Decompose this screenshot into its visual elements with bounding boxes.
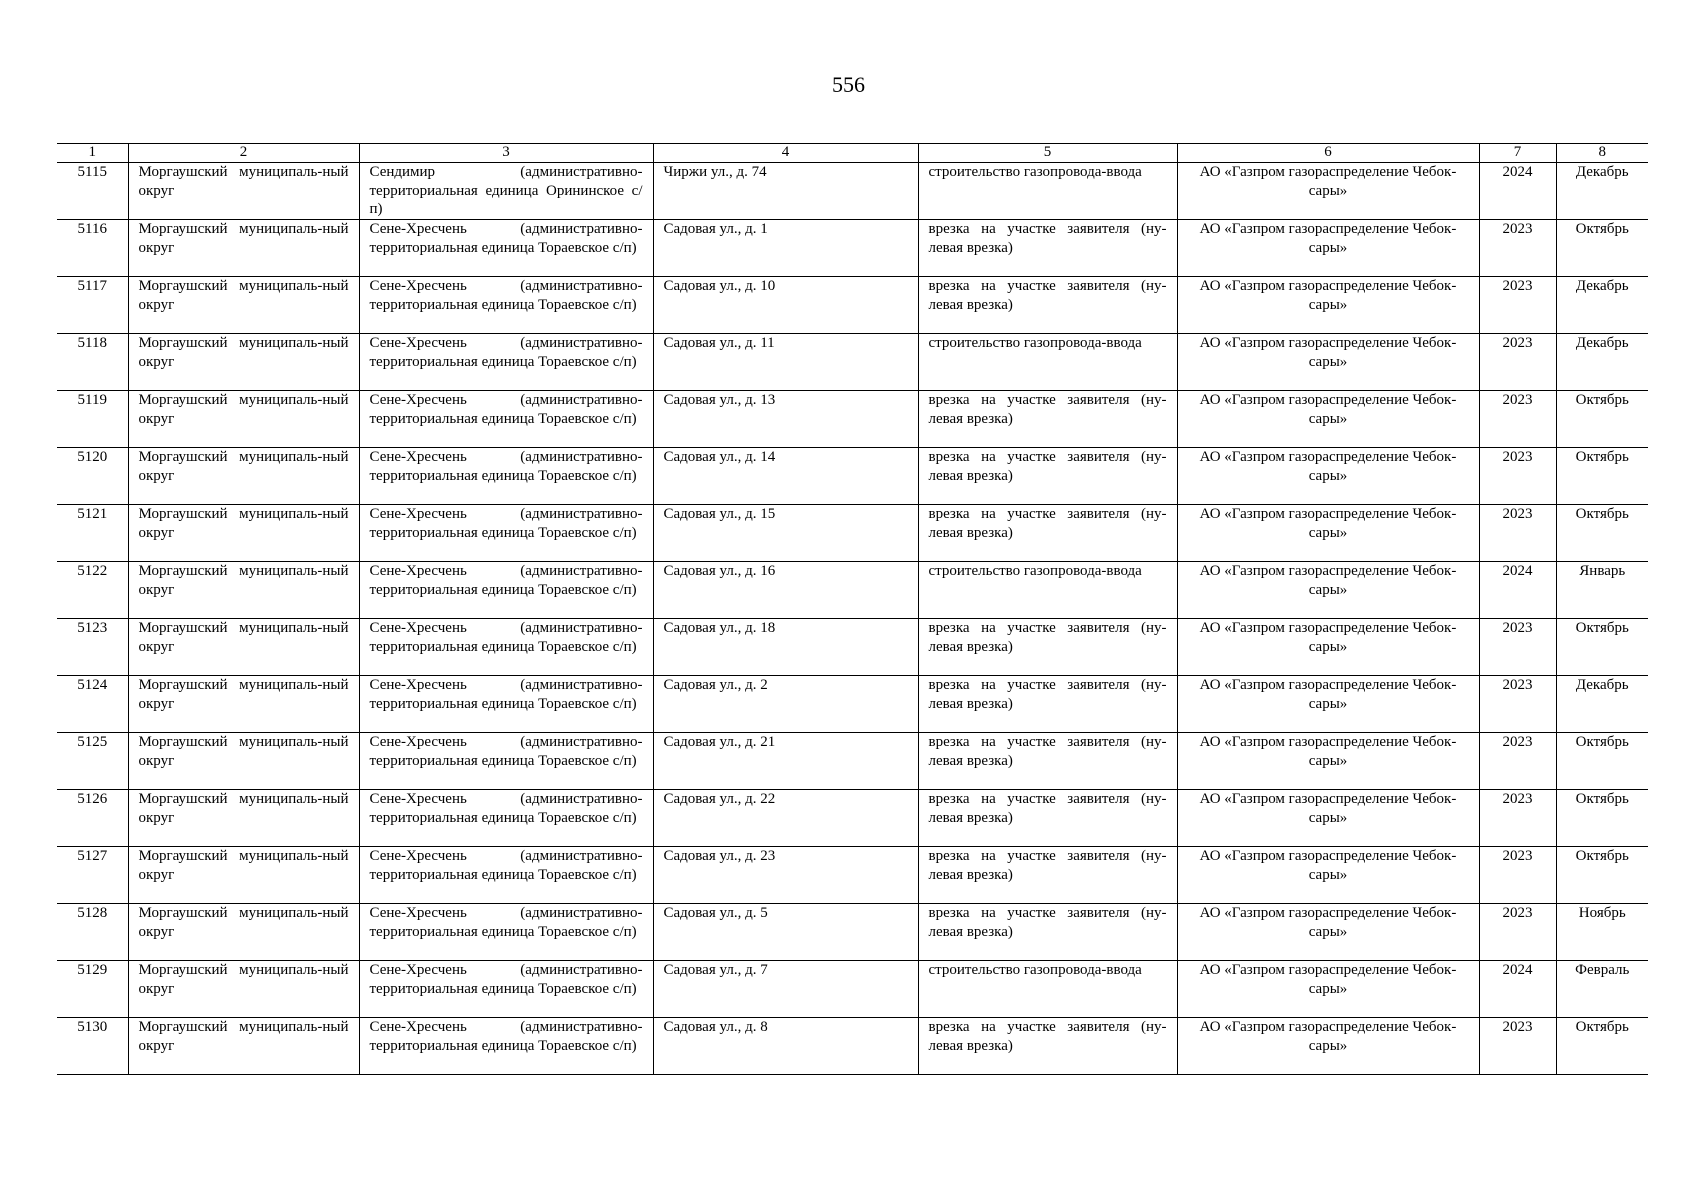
work-type-cell: врезка на участке заявителя (ну-левая врезка) (918, 676, 1177, 733)
month-cell: Декабрь (1556, 676, 1648, 733)
address-cell: Садовая ул., д. 23 (653, 847, 918, 904)
month-cell: Октябрь (1556, 619, 1648, 676)
district-cell: Моргаушский муниципаль-ный округ (128, 562, 359, 619)
column-header: 4 (653, 144, 918, 163)
table-row (57, 733, 1648, 790)
district-cell: Моргаушский муниципаль-ный округ (128, 277, 359, 334)
company-cell: АО «Газпром газораспределение Чебок-сары» (1177, 391, 1479, 448)
locality-cell: Сене-Хресчень (административно-территориальная единица Тораевское с/п) (359, 220, 653, 277)
company-cell: АО «Газпром газораспределение Чебок-сары» (1177, 505, 1479, 562)
month-cell: Октябрь (1556, 790, 1648, 847)
table-row (57, 334, 1648, 391)
work-type-cell: врезка на участке заявителя (ну-левая врезка) (918, 847, 1177, 904)
district-cell: Моргаушский муниципаль-ный округ (128, 220, 359, 277)
locality-cell: Сендимир (административно-территориальная единица Орининское с/п) (359, 163, 653, 220)
row-number-cell: 5115 (57, 163, 128, 220)
table-row (57, 619, 1648, 676)
work-type-cell: строительство газопровода-ввода (918, 163, 1177, 220)
year-cell: 2023 (1479, 505, 1556, 562)
locality-cell: Сене-Хресчень (административно-территориальная единица Тораевское с/п) (359, 847, 653, 904)
table-row (57, 505, 1648, 562)
table-row (57, 562, 1648, 619)
year-cell: 2023 (1479, 904, 1556, 961)
district-cell: Моргаушский муниципаль-ный округ (128, 847, 359, 904)
year-cell: 2023 (1479, 619, 1556, 676)
locality-cell: Сене-Хресчень (административно-территориальная единица Тораевское с/п) (359, 790, 653, 847)
work-type-cell: строительство газопровода-ввода (918, 562, 1177, 619)
year-cell: 2023 (1479, 790, 1556, 847)
year-cell: 2023 (1479, 334, 1556, 391)
district-cell: Моргаушский муниципаль-ный округ (128, 904, 359, 961)
month-cell: Октябрь (1556, 847, 1648, 904)
month-cell: Октябрь (1556, 733, 1648, 790)
row-number-cell: 5127 (57, 847, 128, 904)
month-cell: Декабрь (1556, 163, 1648, 220)
locality-cell: Сене-Хресчень (административно-территориальная единица Тораевское с/п) (359, 733, 653, 790)
work-type-cell: врезка на участке заявителя (ну-левая врезка) (918, 733, 1177, 790)
table-row (57, 1018, 1648, 1075)
month-cell: Ноябрь (1556, 904, 1648, 961)
locality-cell: Сене-Хресчень (административно-территориальная единица Тораевское с/п) (359, 619, 653, 676)
table-row (57, 961, 1648, 1018)
district-cell: Моргаушский муниципаль-ный округ (128, 391, 359, 448)
address-cell: Садовая ул., д. 13 (653, 391, 918, 448)
row-number-cell: 5122 (57, 562, 128, 619)
company-cell: АО «Газпром газораспределение Чебок-сары» (1177, 1018, 1479, 1075)
gas-connection-table (57, 143, 1648, 1075)
table-row (57, 448, 1648, 505)
month-cell: Январь (1556, 562, 1648, 619)
table-row (57, 790, 1648, 847)
company-cell: АО «Газпром газораспределение Чебок-сары» (1177, 619, 1479, 676)
company-cell: АО «Газпром газораспределение Чебок-сары» (1177, 562, 1479, 619)
row-number-cell: 5123 (57, 619, 128, 676)
row-number-cell: 5117 (57, 277, 128, 334)
locality-cell: Сене-Хресчень (административно-территориальная единица Тораевское с/п) (359, 961, 653, 1018)
district-cell: Моргаушский муниципаль-ный округ (128, 619, 359, 676)
company-cell: АО «Газпром газораспределение Чебок-сары» (1177, 220, 1479, 277)
row-number-cell: 5126 (57, 790, 128, 847)
column-header: 3 (359, 144, 653, 163)
table-row (57, 904, 1648, 961)
locality-cell: Сене-Хресчень (административно-территориальная единица Тораевское с/п) (359, 448, 653, 505)
district-cell: Моргаушский муниципаль-ный округ (128, 961, 359, 1018)
column-header: 7 (1479, 144, 1556, 163)
district-cell: Моргаушский муниципаль-ный округ (128, 676, 359, 733)
locality-cell: Сене-Хресчень (административно-территориальная единица Тораевское с/п) (359, 391, 653, 448)
address-cell: Чиржи ул., д. 74 (653, 163, 918, 220)
work-type-cell: врезка на участке заявителя (ну-левая врезка) (918, 1018, 1177, 1075)
column-header: 5 (918, 144, 1177, 163)
company-cell: АО «Газпром газораспределение Чебок-сары» (1177, 790, 1479, 847)
page-number: 556 (832, 72, 865, 97)
row-number-cell: 5121 (57, 505, 128, 562)
column-header: 2 (128, 144, 359, 163)
company-cell: АО «Газпром газораспределение Чебок-сары» (1177, 277, 1479, 334)
work-type-cell: врезка на участке заявителя (ну-левая врезка) (918, 790, 1177, 847)
year-cell: 2023 (1479, 1018, 1556, 1075)
year-cell: 2023 (1479, 448, 1556, 505)
company-cell: АО «Газпром газораспределение Чебок-сары» (1177, 733, 1479, 790)
row-number-cell: 5130 (57, 1018, 128, 1075)
month-cell: Октябрь (1556, 391, 1648, 448)
year-cell: 2024 (1479, 163, 1556, 220)
table-body (57, 163, 1648, 1075)
month-cell: Декабрь (1556, 334, 1648, 391)
column-header: 6 (1177, 144, 1479, 163)
year-cell: 2023 (1479, 733, 1556, 790)
locality-cell: Сене-Хресчень (административно-территориальная единица Тораевское с/п) (359, 505, 653, 562)
work-type-cell: врезка на участке заявителя (ну-левая врезка) (918, 448, 1177, 505)
locality-cell: Сене-Хресчень (административно-территориальная единица Тораевское с/п) (359, 277, 653, 334)
month-cell: Октябрь (1556, 448, 1648, 505)
year-cell: 2023 (1479, 220, 1556, 277)
row-number-cell: 5128 (57, 904, 128, 961)
locality-cell: Сене-Хресчень (административно-территориальная единица Тораевское с/п) (359, 904, 653, 961)
year-cell: 2023 (1479, 847, 1556, 904)
work-type-cell: врезка на участке заявителя (ну-левая врезка) (918, 220, 1177, 277)
address-cell: Садовая ул., д. 8 (653, 1018, 918, 1075)
address-cell: Садовая ул., д. 5 (653, 904, 918, 961)
company-cell: АО «Газпром газораспределение Чебок-сары» (1177, 163, 1479, 220)
district-cell: Моргаушский муниципаль-ный округ (128, 733, 359, 790)
locality-cell: Сене-Хресчень (административно-территориальная единица Тораевское с/п) (359, 334, 653, 391)
table-row (57, 277, 1648, 334)
locality-cell: Сене-Хресчень (административно-территориальная единица Тораевское с/п) (359, 562, 653, 619)
locality-cell: Сене-Хресчень (административно-территориальная единица Тораевское с/п) (359, 1018, 653, 1075)
year-cell: 2024 (1479, 961, 1556, 1018)
company-cell: АО «Газпром газораспределение Чебок-сары» (1177, 961, 1479, 1018)
address-cell: Садовая ул., д. 18 (653, 619, 918, 676)
row-number-cell: 5129 (57, 961, 128, 1018)
month-cell: Декабрь (1556, 277, 1648, 334)
address-cell: Садовая ул., д. 16 (653, 562, 918, 619)
district-cell: Моргаушский муниципаль-ный округ (128, 1018, 359, 1075)
table-row (57, 391, 1648, 448)
district-cell: Моргаушский муниципаль-ный округ (128, 334, 359, 391)
address-cell: Садовая ул., д. 2 (653, 676, 918, 733)
address-cell: Садовая ул., д. 15 (653, 505, 918, 562)
row-number-cell: 5124 (57, 676, 128, 733)
table-row (57, 676, 1648, 733)
column-header: 8 (1556, 144, 1648, 163)
work-type-cell: врезка на участке заявителя (ну-левая врезка) (918, 904, 1177, 961)
address-cell: Садовая ул., д. 7 (653, 961, 918, 1018)
table-row (57, 163, 1648, 220)
year-cell: 2023 (1479, 391, 1556, 448)
column-header: 1 (57, 144, 128, 163)
work-type-cell: строительство газопровода-ввода (918, 334, 1177, 391)
address-cell: Садовая ул., д. 1 (653, 220, 918, 277)
company-cell: АО «Газпром газораспределение Чебок-сары» (1177, 676, 1479, 733)
month-cell: Февраль (1556, 961, 1648, 1018)
row-number-cell: 5120 (57, 448, 128, 505)
gas-connection-table-container (57, 143, 1648, 1075)
month-cell: Октябрь (1556, 505, 1648, 562)
row-number-cell: 5118 (57, 334, 128, 391)
month-cell: Октябрь (1556, 1018, 1648, 1075)
district-cell: Моргаушский муниципаль-ный округ (128, 448, 359, 505)
district-cell: Моргаушский муниципаль-ный округ (128, 505, 359, 562)
company-cell: АО «Газпром газораспределение Чебок-сары» (1177, 448, 1479, 505)
year-cell: 2023 (1479, 676, 1556, 733)
column-number-row (57, 144, 1648, 163)
work-type-cell: врезка на участке заявителя (ну-левая врезка) (918, 619, 1177, 676)
work-type-cell: врезка на участке заявителя (ну-левая врезка) (918, 277, 1177, 334)
address-cell: Садовая ул., д. 14 (653, 448, 918, 505)
address-cell: Садовая ул., д. 10 (653, 277, 918, 334)
company-cell: АО «Газпром газораспределение Чебок-сары» (1177, 847, 1479, 904)
month-cell: Октябрь (1556, 220, 1648, 277)
work-type-cell: строительство газопровода-ввода (918, 961, 1177, 1018)
work-type-cell: врезка на участке заявителя (ну-левая врезка) (918, 391, 1177, 448)
work-type-cell: врезка на участке заявителя (ну-левая врезка) (918, 505, 1177, 562)
district-cell: Моргаушский муниципаль-ный округ (128, 163, 359, 220)
address-cell: Садовая ул., д. 21 (653, 733, 918, 790)
company-cell: АО «Газпром газораспределение Чебок-сары» (1177, 334, 1479, 391)
district-cell: Моргаушский муниципаль-ный округ (128, 790, 359, 847)
locality-cell: Сене-Хресчень (административно-территориальная единица Тораевское с/п) (359, 676, 653, 733)
year-cell: 2023 (1479, 277, 1556, 334)
company-cell: АО «Газпром газораспределение Чебок-сары» (1177, 904, 1479, 961)
row-number-cell: 5119 (57, 391, 128, 448)
row-number-cell: 5116 (57, 220, 128, 277)
year-cell: 2024 (1479, 562, 1556, 619)
address-cell: Садовая ул., д. 22 (653, 790, 918, 847)
row-number-cell: 5125 (57, 733, 128, 790)
address-cell: Садовая ул., д. 11 (653, 334, 918, 391)
table-row (57, 220, 1648, 277)
table-row (57, 847, 1648, 904)
